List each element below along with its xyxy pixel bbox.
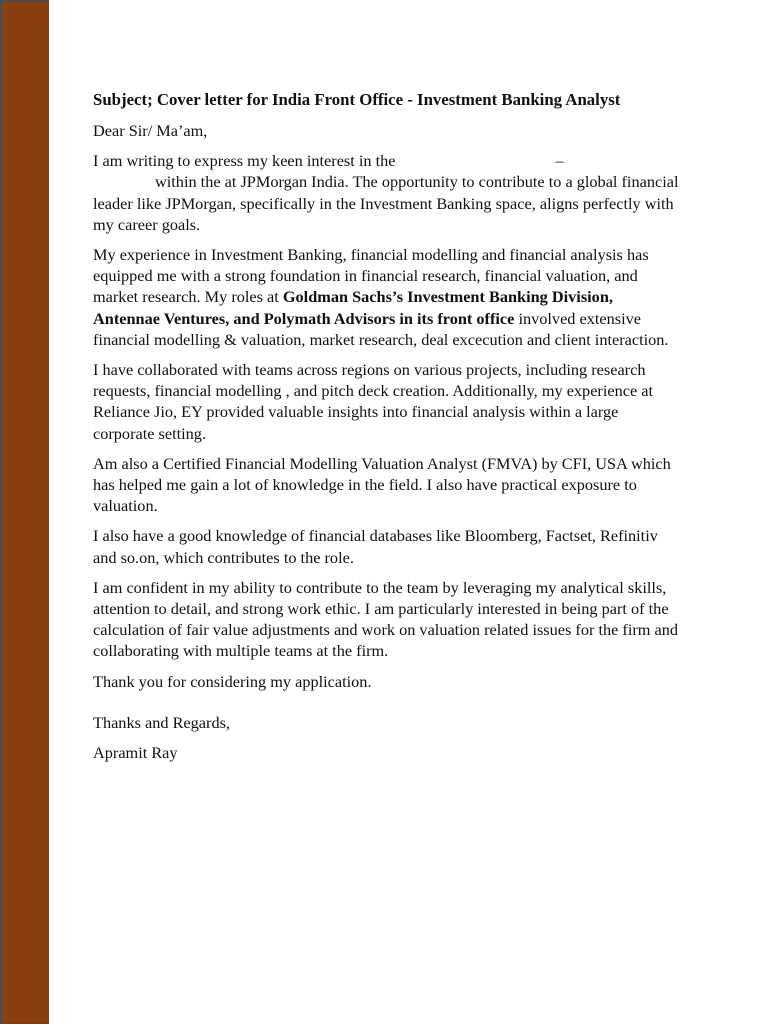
paragraph-confidence: I am confident in my ability to contribute to the team by leveraging my analytical skills, attention to detail, and strong work ethic. I am particularly interested in being part of the calculation of fair value adjustments and work on valuation related issues for the firm and collaborating with multiple teams at the firm. [93,577,679,661]
paragraph-certification: Am also a Certified Financial Modelling Valuation Analyst (FMVA) by CFI, USA which has helped me gain a lot of knowledge in the field. I also have practical exposure to valuation. [93,453,671,516]
cover-letter [93,88,683,772]
paragraph-experience [93,244,683,350]
paragraph-experience-end: involved extensive financial modelling & valuation, market research, deal excecution and client interaction. [93,308,669,349]
paragraph-interest [93,150,683,235]
employer-goldman: Goldman Sachs’s Investment Banking Division [282,287,609,307]
signature-name: Apramit Ray [93,743,178,763]
salutation: Dear Sir/ Ma’am, [93,121,208,140]
paragraph-experience-start: My experience in Investment Banking, financial modelling and financial analysis has equipped me with a strong foundation in financial research, financial valuation, and market research. My roles at [93,245,649,307]
paragraph-interest-rest: within the at JPMorgan India. The opportunity to contribute to a global financial leader like JPMorgan, specifically in the Investment Banking space, aligns perfectly with my career goals. [93,172,679,234]
paragraph-databases: I also have a good knowledge of financial databases like Bloomberg, Factset, Refinitiv and so.on, which contributes to the role. [93,526,658,567]
paragraph-interest-start: I am writing to express my keen interest in the [93,151,396,171]
paragraph-collaboration: I have collaborated with teams across regions on various projects, including research requests, financial modelling , and pitch deck creation. Additionally, my experience at Reliance Jio, EY provided valuable insights into financial analysis within a large corporate setting. [93,360,654,443]
dash: – [555,151,564,171]
employer-antennae-polymath: Antennae Ventures, and Polymath Advisors in its front office [93,308,515,328]
closing: Thanks and Regards, [93,712,230,732]
paragraph-thanks: Thank you for considering my application. [93,671,372,691]
letter-subject: Subject; Cover letter for India Front Office - Investment Banking Analyst [93,90,621,109]
decorative-sidebar [0,0,49,1024]
comma: , [608,287,613,307]
